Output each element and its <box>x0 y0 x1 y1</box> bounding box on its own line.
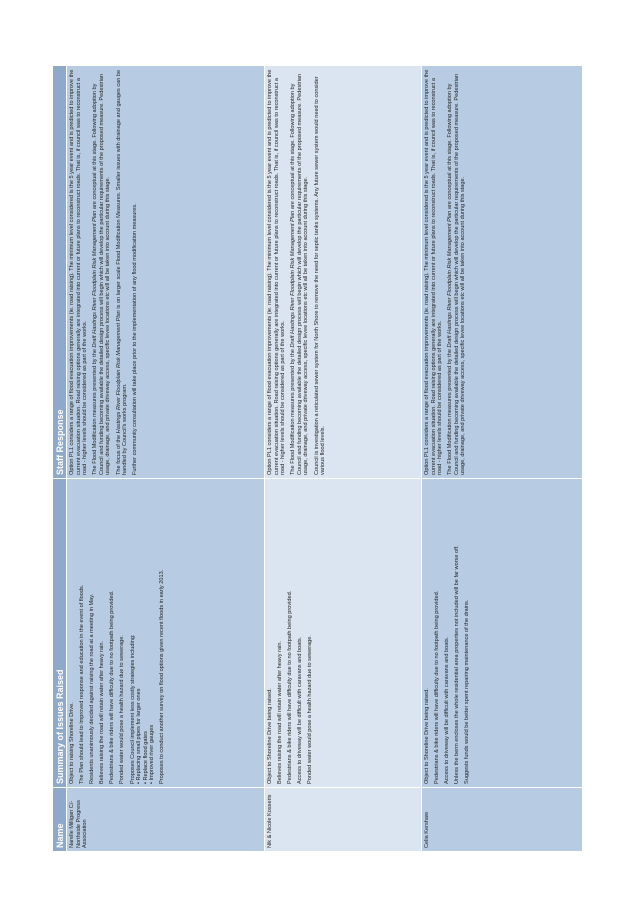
response-paragraph: Further community consultation will take place prior to the implementation of any flood modification measures. <box>132 203 139 475</box>
summary-paragraph: Believes raising the road will retain water after heavy rain. <box>277 640 284 784</box>
rotated-page <box>52 66 583 852</box>
submissions-table <box>52 65 583 852</box>
issues-summary <box>422 479 583 788</box>
response-paragraph: Council is investigation a reticulated sewer system for North Shore to remove the need for septic tanks systems. Any future sewer system would need to consider various flood levels. <box>313 76 327 475</box>
summary-paragraph: Access to driveway will be difficult with caravans and boats. <box>297 636 304 784</box>
issues-summary <box>265 479 422 788</box>
response-paragraph: Option PL1 considers a range of flood evacuation improvements (ie. road raising). The minimum level considered is the 5 year event and is predicted to improve the current evacuation situation. Road raising options generally are integrated into current or future plans to reconstruct roads. That is, if council was to reconstruct a road - higher levels should be considered as part of the works. <box>267 69 287 475</box>
list-item: • Replace flood gates <box>143 482 150 784</box>
table-row <box>422 66 583 852</box>
staff-response <box>422 66 583 479</box>
response-paragraph: Option PL1 considers a range of flood evacuation improvements (ie. road raising). The minimum level considered is the 5 year event and is predicted to improve the current evacuation situation. Road raising options generally are integrated into current or future plans to reconstruct roads. That is, if council was to reconstruct a road - higher levels should be considered as part of the works. <box>424 69 444 475</box>
column-header-response: Staff Response <box>53 66 67 479</box>
issues-summary <box>67 479 265 788</box>
summary-paragraph: Believes raising the road will retain water after heavy rain. <box>99 640 106 784</box>
list-item: • Replacing small pipes for larger ones <box>136 482 143 784</box>
table-header-row <box>53 66 67 852</box>
summary-paragraph: Ponded water would pose a health hazard due to sewerage. <box>119 635 126 784</box>
table-row <box>67 66 265 852</box>
summary-paragraph: Unless the berm encloses the whole residential area properties not included will be far worse off. <box>454 545 461 784</box>
plan-title: Draft Hastings River Floodplain Risk Management Plan <box>92 210 99 348</box>
column-header-name: Name <box>53 788 67 852</box>
plan-title: Draft Hastings River Floodplain Risk Management Plan <box>447 210 454 348</box>
summary-paragraph: Object to Shoreline Drive being raised. <box>267 688 273 784</box>
summary-paragraph: Object to raising Shoreline Drive. <box>69 702 75 784</box>
summary-paragraph: Residents unanimously decided against raising the road at a meeting in May. <box>89 593 96 784</box>
summary-paragraph: Proposes to conduct another survey on flood options given recent floods in early 2013. <box>159 569 166 784</box>
summary-paragraph: Proposes Council implement less costly strategies including: <box>129 634 136 784</box>
response-paragraph: The Flood Modification measures presented by the Draft Hastings River Floodplain Risk Management Plan are conceptual at this stage. Following adoption by Council and funding becoming available the detailed design process will begin which will develop the particular requirements of the proposed measure. Pedestrian usage, drainage, and private driveway access, specific levee locations etc will all be taken into account during this stage. <box>447 73 467 475</box>
summary-paragraph: The Plan should lead to improved response and education in the event of floods. <box>79 584 86 784</box>
staff-response <box>67 66 265 479</box>
summary-paragraph: Ponded water would pose a health hazard due to sewerage. <box>307 635 314 784</box>
summary-paragraph: Access to driveway will be difficult with caravans and boats. <box>444 636 451 784</box>
response-paragraph: The Flood Modification measures presented by the Draft Hastings River Floodplain Risk Management Plan are conceptual at this stage. Following adoption by Council and funding becoming available the detailed design process will begin which will develop the particular requirements of the proposed measure. Pedestrian usage, drainage, and private driveway access, specific levee locations etc will all be taken into account during this stage. <box>92 73 112 475</box>
staff-response <box>265 66 422 479</box>
submitter-name: Narelle Milligan C/- Northside Progress Association <box>67 788 265 852</box>
plan-title: Hastings River Floodplain Risk Management Plan <box>115 310 122 434</box>
column-header-summary: Summary of Issues Raised <box>53 479 67 788</box>
summary-paragraph: Pedestrians & bike riders will have difficulty due to no footpath being provided. <box>287 590 294 784</box>
response-paragraph: The Flood Modification measures presented by the Draft Hastings River Floodplain Risk Management Plan are conceptual at this stage. Following adoption by Council and funding becoming available the detailed design process will begin which will develop the particular requirements of the proposed measure. Pedestrian usage, drainage, and private driveway access, specific levee locations etc will all be taken into account during this stage. <box>290 73 310 475</box>
list-item: • Improved river gauges <box>149 482 156 784</box>
strategy-list <box>136 482 156 784</box>
plan-title: Draft Hastings River Floodplain Risk Management Plan <box>290 210 297 348</box>
summary-paragraph: Pedestrians & bike riders will have difficulty due to no footpath being provided. <box>109 590 116 784</box>
summary-paragraph: Pedestrians & bike riders will have difficulty due to no footpath being provided. <box>434 590 441 784</box>
submitter-name: Celia Kershaw <box>422 788 583 852</box>
response-paragraph: Option PL1 considers a range of flood evacuation improvements (ie. road raising). The minimum level considered is the 5 year event and is predicted to improve the current evacuation situation. Road raising options generally are integrated into current or future plans to reconstruct roads. That is, if council was to reconstruct a road - higher levels should be considered as part of the works. <box>69 69 89 475</box>
submitter-name: Nik & Nicole Kosseris <box>265 788 422 852</box>
table-row <box>265 66 422 852</box>
summary-paragraph: Suggests funds would be better spent repairing maintenance of the drains. <box>464 599 471 784</box>
summary-paragraph: Object to Shoreline Drive being raised. <box>424 688 430 784</box>
response-paragraph: The focus of the Hastings River Floodplain Risk Management Plan is on larger scale Flood Modification Measures. Smaller issues with drainage and gauges can be handled by Council's works program. <box>115 69 129 475</box>
